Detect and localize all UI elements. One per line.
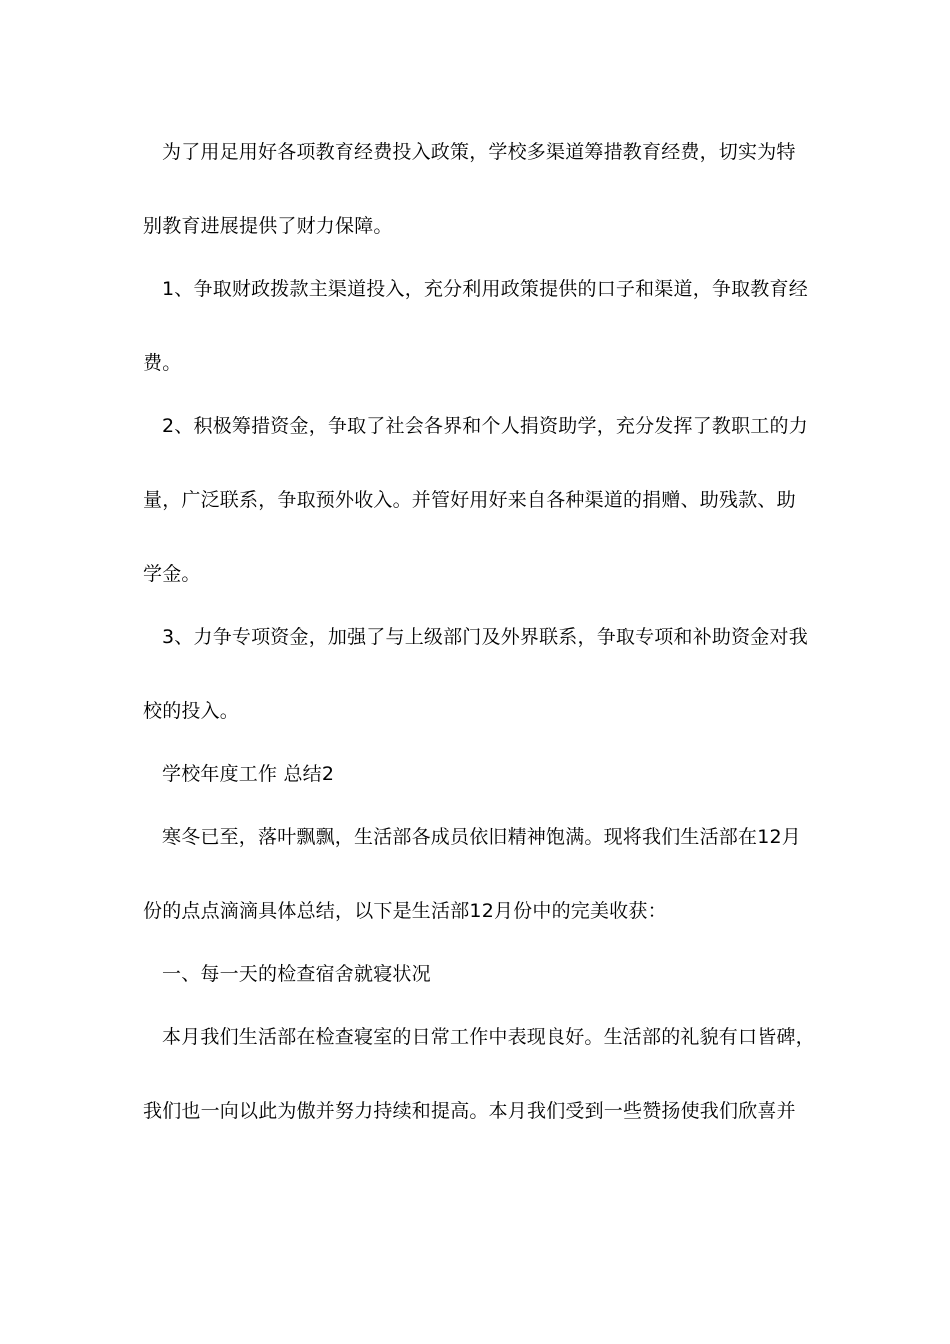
list-item-2-line: 量，广泛联系，争取预外收入。并管好用好来自各种渠道的捐赠、助残款、助 [143, 489, 796, 511]
paragraph-line: 别教育进展提供了财力保障。 [143, 215, 393, 237]
paragraph-line: 本月我们生活部在检查寝室的日常工作中表现良好。生活部的礼貌有口皆碑， [162, 1026, 815, 1048]
list-item-3-line: 校的投入。 [143, 700, 240, 722]
section-heading: 学校年度工作 总结2 [162, 763, 335, 785]
paragraph-line: 份的点点滴滴具体总结，以下是生活部12月份中的完美收获： [143, 900, 667, 922]
paragraph-line: 我们也一向以此为傲并努力持续和提高。本月我们受到一些赞扬使我们欣喜并 [143, 1100, 796, 1122]
paragraph-line: 为了用足用好各项教育经费投入政策，学校多渠道筹措教育经费，切实为特 [162, 141, 796, 163]
list-item-2-line: 学金。 [143, 563, 201, 585]
list-item-3-line: 3、力争专项资金，加强了与上级部门及外界联系，争取专项和补助资金对我 [162, 626, 808, 648]
subsection-heading: 一、每一天的检查宿舍就寝状况 [162, 963, 431, 985]
list-item-1-line: 1、争取财政拨款主渠道投入，充分利用政策提供的口子和渠道，争取教育经 [162, 278, 808, 300]
list-item-2-line: 2、积极筹措资金，争取了社会各界和个人捐资助学，充分发挥了教职工的力 [162, 415, 808, 437]
list-item-1-line: 费。 [143, 352, 182, 374]
paragraph-line: 寒冬已至，落叶飘飘，生活部各成员依旧精神饱满。现将我们生活部在12月 [162, 826, 801, 848]
